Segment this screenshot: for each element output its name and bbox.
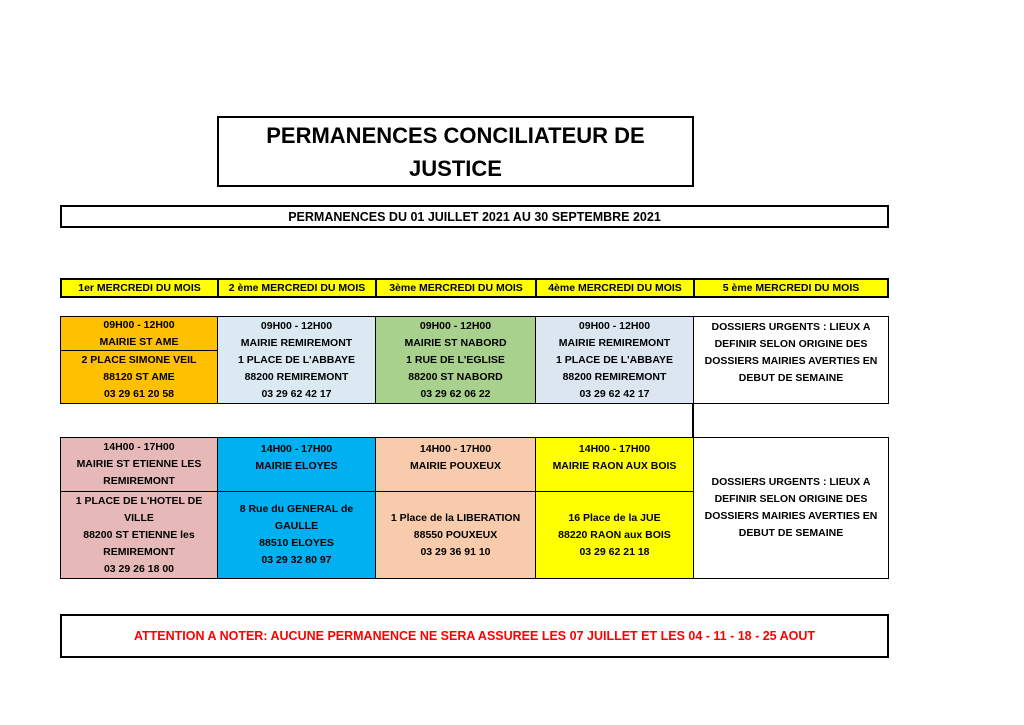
time-label: 14H00 - 17H00 bbox=[260, 443, 333, 455]
afternoon-week-3-time bbox=[375, 437, 536, 492]
phone-label: 03 29 62 42 17 bbox=[261, 387, 332, 400]
time-label: 09H00 - 12H00 bbox=[260, 319, 333, 332]
urgent-line: DOSSIERS MAIRIES AVERTIES EN bbox=[704, 355, 878, 367]
page-title: PERMANENCES CONCILIATEUR DE JUSTICE bbox=[266, 122, 645, 181]
time-label: 14H00 - 17H00 bbox=[419, 443, 492, 455]
place-label: MAIRIE ELOYES bbox=[255, 460, 338, 472]
phone-label: 03 29 32 80 97 bbox=[261, 554, 332, 566]
morning-week-3 bbox=[375, 316, 536, 404]
address-line: 88510 ELOYES bbox=[259, 537, 334, 549]
address-line: GAULLE bbox=[274, 520, 319, 532]
afternoon-week-3-address bbox=[375, 491, 536, 579]
address-line: 88200 ST ETIENNE les bbox=[83, 528, 195, 541]
address-line: 1 RUE DE L'EGLISE bbox=[406, 353, 505, 366]
time-label: 14H00 - 17H00 bbox=[103, 441, 175, 453]
morning-week-1-address bbox=[60, 350, 218, 404]
phone-label: 03 29 62 42 17 bbox=[579, 387, 650, 400]
time-label: 09H00 - 12H00 bbox=[103, 318, 175, 331]
address-line: VILLE bbox=[124, 511, 154, 524]
afternoon-week-2-address bbox=[217, 491, 376, 579]
urgent-line: DEBUT DE SEMAINE bbox=[738, 527, 844, 539]
place-label: MAIRIE ST ETIENNE LES bbox=[76, 458, 202, 470]
address-line: 88220 RAON aux BOIS bbox=[558, 528, 671, 541]
notice-box bbox=[60, 614, 889, 658]
urgent-line: DEFINIR SELON ORIGINE DES bbox=[714, 493, 868, 505]
address-line: 1 PLACE DE L'ABBAYE bbox=[237, 353, 356, 366]
urgent-line: DOSSIERS URGENTS : LIEUX A bbox=[711, 476, 871, 488]
address-line: 16 Place de la JUE bbox=[568, 511, 661, 524]
urgent-line: DOSSIERS URGENTS : LIEUX A bbox=[711, 321, 871, 333]
period-box bbox=[60, 205, 889, 228]
afternoon-week-2-time bbox=[217, 437, 376, 492]
urgent-line: DOSSIERS MAIRIES AVERTIES EN bbox=[704, 510, 878, 522]
place-label: MAIRIE ST AME bbox=[99, 335, 179, 348]
phone-label: 03 29 26 18 00 bbox=[103, 562, 175, 575]
address-line: 88200 ST NABORD bbox=[408, 370, 503, 383]
notice-text: ATTENTION A NOTER: AUCUNE PERMANENCE NE SERA ASSUREE LES 07 JUILLET ET LES 04 - 11 - 18 - 25 AOUT bbox=[133, 629, 816, 643]
afternoon-week-1-time bbox=[60, 437, 218, 492]
address-line: 1 PLACE DE L'ABBAYE bbox=[555, 353, 674, 366]
header-week-1: 1er MERCREDI DU MOIS bbox=[60, 278, 217, 298]
morning-week-2 bbox=[217, 316, 376, 404]
address-line: 1 Place de la LIBERATION bbox=[390, 511, 521, 524]
urgent-line: DEFINIR SELON ORIGINE DES bbox=[714, 338, 868, 350]
phone-label: 03 29 36 91 10 bbox=[420, 545, 491, 558]
header-week-4: 4ème MERCREDI DU MOIS bbox=[535, 278, 693, 298]
time-label: 09H00 - 12H00 bbox=[578, 319, 651, 332]
address-line: 88200 REMIREMONT bbox=[244, 370, 349, 383]
phone-label: 03 29 61 20 58 bbox=[103, 387, 175, 400]
phone-label: 03 29 62 21 18 bbox=[579, 545, 650, 558]
afternoon-week-5-urgent bbox=[693, 437, 889, 579]
address-line: 88120 ST AME bbox=[103, 370, 175, 383]
time-label: 14H00 - 17H00 bbox=[578, 443, 651, 455]
afternoon-week-1-address bbox=[60, 491, 218, 579]
address-line: REMIREMONT bbox=[103, 545, 175, 558]
time-label: 09H00 - 12H00 bbox=[419, 319, 492, 332]
place-label: MAIRIE POUXEUX bbox=[409, 460, 501, 472]
header-week-2: 2 ème MERCREDI DU MOIS bbox=[217, 278, 375, 298]
morning-week-5-urgent bbox=[693, 316, 889, 404]
place-label: REMIREMONT bbox=[103, 475, 175, 487]
divider-line bbox=[692, 404, 694, 438]
place-label: MAIRIE REMIREMONT bbox=[558, 336, 671, 349]
address-line: 2 PLACE SIMONE VEIL bbox=[81, 353, 197, 366]
afternoon-week-4-time bbox=[535, 437, 694, 492]
place-label: MAIRIE REMIREMONT bbox=[240, 336, 353, 349]
address-line: 8 Rue du GENERAL de bbox=[239, 503, 354, 515]
afternoon-week-4-address bbox=[535, 491, 694, 579]
place-label: MAIRIE RAON AUX BOIS bbox=[552, 460, 677, 472]
address-line: 88200 REMIREMONT bbox=[562, 370, 667, 383]
urgent-line: DEBUT DE SEMAINE bbox=[738, 372, 844, 384]
morning-week-4 bbox=[535, 316, 694, 404]
place-label: MAIRIE ST NABORD bbox=[404, 336, 507, 349]
address-line: 88550 POUXEUX bbox=[413, 528, 498, 541]
phone-label: 03 29 62 06 22 bbox=[420, 387, 491, 400]
period-text: PERMANENCES DU 01 JUILLET 2021 AU 30 SEPTEMBRE 2021 bbox=[288, 209, 661, 224]
header-week-5: 5 ème MERCREDI DU MOIS bbox=[693, 278, 889, 298]
page-title-box bbox=[217, 116, 694, 187]
header-week-3: 3ème MERCREDI DU MOIS bbox=[375, 278, 535, 298]
address-line: 1 PLACE DE L'HOTEL DE bbox=[75, 494, 203, 507]
morning-week-1-time bbox=[60, 316, 218, 351]
